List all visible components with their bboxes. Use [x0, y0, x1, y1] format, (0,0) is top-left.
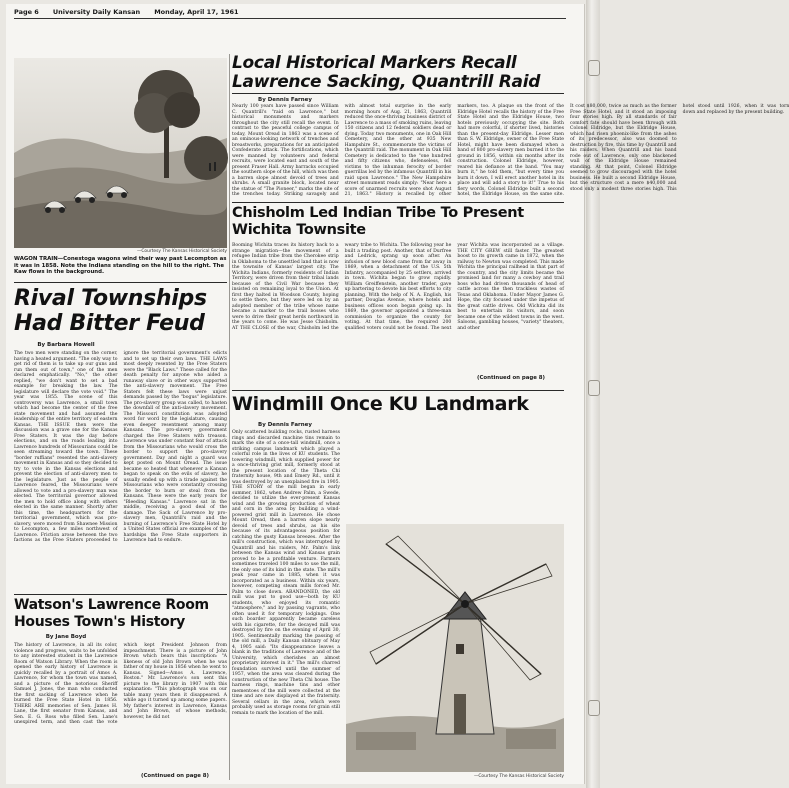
- windmill-body-cols: [346, 420, 564, 522]
- chisholm-headline: Chisholm Led Indian Tribe To Present Wichita Townsite: [232, 205, 524, 238]
- quantrill-text: Nearly 100 years have passed since William C. Quantrill's "raid on Lawrence," but historical monuments and markers throughout the city still recall the event. In contrast to the peaceful college campus of today, Mount Oread in 1863 was a scene of an ominous-looking network of trenches and breastworks, preparations for an anticipated Confederate attack. The fortifications, which were manned by volunteers and federal recruits, were located east and south of the present Fraser Hall. Army barracks occupied the southern slope of the hill, which was then a barren slope almost devoid of trees and shrubs. A small granite block, located near the statue of "The Pioneer," marks the site of the trenches today. Striking savagely and with almost total surprise in the early morning hours of Aug. 21, 1863, Quantrill reduced the once-thriving business district of Lawrence to a mass of smoking ruins, leaving 150 citizens and 12 federal soldiers dead or dying. Today two monuments, one in Oak Hill Cemetery, and the other at 935 New Hampshire St., commemorate the victims of the Quantrill raid. The monument in Oak Hill Cemetery is dedicated to the "one hundred and fifty citizens who, defenseless, fell victims to the inhuman ferocity of border guerrillas led by the infamous Quantrill in his raid upon Lawrence." The New Hampshire street monument reads simply: "Near here a score of unarmed recruits were shot August 21, 1863." History is recalled by other markers, too. A plaque on the front of the Eldridge Hotel recalls the history of the Free State Hotel and the Eldridge House, two hotels previously occupying the site. Both had more colorful, if shorter lived, histories than the present-day Eldridge. Lesser men than S. W. Eldridge, owner of the Free State Hotel, might have been dismayed when a band of 800 pro-slavery men burned it to the ground in 1856, within six months after its construction. Colonel Eldridge, however, reared his defiance at the band. "You may burn it," he told them, "but every time you burn it down, I will erect another hotel in its place and will add a story to it!" True to his fiery words, Colonel Eldridge built a second hotel, the Eldridge House, on the same site. It cost $80,000, twice as much as the former Free State Hotel, and it stood an imposing four stories high. By all standards of fair comfort fate should have been through with Colonel Eldridge, but the Eldridge House, which had risen phoenix-like from the ashes of its predecessor, also was doomed to destruction by fire, this time by Quantrill and his raiders. When Quantrill and his band rode out of Lawrence, only one blackened wall of the Eldridge House remained standing. At that point, Colonel Eldridge seemed to grow discouraged with the hotel business. He built a second Eldridge House, but the structure cost a mere $40,000 and stood only a modest three stories high. This hotel stood until 1926, when it was torn down and replaced by the present building.: [232, 104, 789, 197]
- section-rule: [14, 282, 227, 283]
- townships-text: The two men were standing on the corner, having a heated argument. "The only way to get rid of them is to take up our guns and run them out of town," one of the men declared emphatically. "No," the other replied, "we don't want to set a bad example for breaking the law. The legislature will declare the vote void." The year was 1855. The scene of this controversy was Lawrence, a small town which had become the center of the free state movement and had assumed the leadership of the entire territory of eastern Kansas. THE ISSUE then were the discussion was a grave one for the Kansas Free Staters. It was the day before elections, and on the roads leading into Lawrence hundreds of Missourians could be seen streaming toward the town. These "border ruffians" resented the anti-slavery movement in Kansas and so they decided to try to vote in the Kansas elections and prevent the election of anti-slavery men to the legislature. Just as the people of Lawrence feared, the Missourians were allowed to vote and a pro-slavery man was elected. The territorial governor allowed the men to hold office along with others elected in the same manner. Shortly after this time, the headquarters for the territorial government, which was pro-slavery, were moved from Shawnee Mission to Lecompton, a few miles northwest of Lawrence. Friction arose between the two factions as the Free Staters proceeded to ignore the territorial government's edicts and to set up their own laws. THE LAWS most deeply resented by the Free Staters were the "Black Laws." These called for the death penalty for anyone who aided a runaway slave or in other ways supported the anti-slavery movement. The Free Staters felt these laws were unjust demands passed by the "bogus" legislature. The pro-slavery group was called, to hasten the downfall of the anti-slavery movement. The Missouri constitution was adopted word for word by the legislature, causing even deeper resentment among many Kansans. The pro-slavery government charged the Free Staters with treason. Lawrence was under constant fear of attack from the Missourians who would cross the border to support the pro-slavery government. Day and night a guard was kept posted on Mount Oread. The issue became so heated that whenever a Kansan began to speak on the evils of slavery, he usually ended up with a tirade against the Missourians who were constantly crossing the border to burn or steal from the Kansans. These were the early years for "Bleeding Kansas." Lawrence sat in the middle, receiving a good deal of the damage. The Sack of Lawrence by pro-slavery men, Quantrill's raid and the burning of Lawrence's Free State Hotel by a United States official are examples of the hardships the Free State supporters in Lawrence had to endure.: [14, 351, 227, 543]
- townships-story: [14, 340, 227, 588]
- chisholm-continued: (Continued on page 8): [477, 375, 545, 381]
- newspaper-name: University Daily Kansan: [52, 8, 141, 16]
- windmill-text: Only scattered building rocks, rusted harness rings and discarded machine tins remain to mark the site of a once-tall windmill, once a striking campus landmark which played a colorful role in the lives of KU students. The towering windmill, which supplied power for a once-thriving grist mill, formerly stood at the present location of the Theta Chi fraternity house, 9th and Emery Rd., until it was destroyed by an unexplained fire in 1905. THE STORY of the mill began in early summer, 1862, when Andrew Palm, a Swede, decided to utilize the ever-present Kansas wind and the growing production of wheat and corn in the area by building a wind-powered grist mill in Lawrence. He chose Mount Oread, then a barren slope nearly devoid of trees and shrubs, as his site because of its advantageous position for catching the gusty Kansas breezes. After the mill's construction, which was interrupted by Quantrill and his raiders, Mr. Palm's link between the Kansas wind and Kansas grain proved to be a profitable venture. Farmers sometimes traveled 100 miles to use the mill, the only one of its kind in the state. The mill's peak year came in 1885, when it was incorporated as a business. Within six years, however, competing steam mills forced Mr. Palm to close down. ABANDONED, the old mill was put to good use—both by KU students, who enjoyed its romantic "atmosphere," and by passing vagrants, who often used it for temporary lodgings. One such boarder apparently became careless with his cigarette, for the decayed mill was destroyed by fire on the evening of April 30, 1905. Sentimentally marking the passing of the old mill, a Daily Kansan obituary of May 4, 1905 said: "Its disappearance leaves a blank in the traditions of Lawrence and of the University, which cherishes an almost proprietary interest in it." The mill's charred foundation survived until the summer of 1957, when the area was cleared during the construction of the new Theta Chi house. The harness rings, machine tins and other mementoes of the mill were collected at the time and are now displayed at the fraternity. Several cellars in the area, which were probably used as storage rooms for grain still remain to mark the location of the mill.: [232, 430, 340, 716]
- watson-byline: By Jane Boyd: [45, 634, 87, 640]
- watson-story: [14, 632, 227, 782]
- section-rule: [232, 202, 564, 203]
- binder-ring: [588, 380, 600, 396]
- windmill-photo: [346, 524, 564, 772]
- section-rule: [14, 594, 227, 595]
- folio-line: [14, 8, 566, 19]
- chisholm-text: Booming Wichita traces its history back to a strange migration—the movement of a refugee Indian tribe from the Cherokee strip in Oklahoma to the unsettled land that is now the townsite of Kansas' largest city. The Wichita Indians, formerly residents of Indian Territory, were driven from their tribal lands because of the Civil War because they insisted on remaining loyal to the Union. At first they halted in Woodson County, hoping to settle there, but they were led on by an adopted member of the tribe whose name became a marker to the trail bosses who were to drive their great herds northward in the years to come. He was Jesse Chisholm. AT THE CLOSE of the war, Chisholm led the weary tribe to Wichita. The following year he built a trading post. Another, that of Durfree and Ledrick, sprang up soon after. An infusion of new blood came from far away in 1869, when a detachment of the U.S. 5th Infantry, accompanied by 25 settlers, arrived in town. Wichita began to grow rapidly. William Greiffenstein, another trader, gave up bartering to devote his best efforts to city planning. With the help of N. A. English, his partner, Douglas Avenue, where hotels and business offices soon began going up. In 1869, the governor appointed a three-man commission to organize the county for voting. At that time, the required 200 qualified voters could not be found. The next year Wichita was incorporated as a village. THE CITY GREW still faster. The greatest boost to its growth came in 1872, when the railway to Newton was completed. This made Wichita the principal railhead in that part of the country, and the city limits became the promised land for many a cowboy and trail boss who had driven thousands of head of cattle across the then trackless wastes of Texas and Oklahoma. Under Mayor James G. Hope, the city focused under the impetus of the great cattle drives. Old Wichita did its best to entertain its visitors, and soon became one of the wildest towns in the west. Saloons, gambling houses, "variety" theaters, and other: [232, 243, 564, 331]
- column-divider: [229, 54, 230, 780]
- watson-continued: (Continued on page 8): [141, 773, 209, 779]
- quantrill-headline: Local Historical Markers Recall Lawrence Sacking, Quantrill Raid: [232, 53, 541, 92]
- wagon-train-photo: [14, 58, 227, 248]
- windmill-drawing: [346, 524, 564, 772]
- townships-byline: By Barbara Howell: [37, 342, 95, 348]
- issue-date: Monday, April 17, 1961: [154, 8, 239, 16]
- windmill-byline: By Dennis Farney: [258, 422, 312, 428]
- windmill-photo-credit: —Courtesy The Kansas Historical Society: [473, 774, 564, 779]
- townships-body: [14, 351, 227, 589]
- wagon-photo-credit: —Courtesy The Kansas Historical Society: [136, 249, 227, 254]
- section-rule: [232, 390, 564, 391]
- watson-text: The history of Lawrence, in all its color, violence and progress, waits to be unfolded to any interested student in the Lawrence Room of Watson Library. When the room is opened the early history of Lawrence is quickly recalled by a portrait of Amos A. Lawrence, for whom the town was named, and a picture of the notorious Sheriff Samuel J. Jones, the man who conducted the first sacking of Lawrence when he burned the Free State Hotel in 1856. THERE ARE memories of Sen. James H. Lane, the first senator from Kansas, and Sen. E. G. Ross who filled Sen. Lane's unexpired term, and then cast the vote which kept President Johnson from impeachment. There is a picture of John Brown which bears this inscription: "A likeness of old John Brown when he was father of my house in 1856 when he went to Kansas. Signed—Amos A. Lawrence, Boston." Mr. Lawrence's son sent this picture to the library in 1907 with this explanation: "This photograph was on our table many years then it disappeared. A while ago it turned up among some papers. My father's interest in Lawrence, Kansas and John Brown, of whose methods, however, he did not: [14, 643, 227, 725]
- wagon-photo-caption: WAGON TRAIN—Conestoga wagons wind their way past Lecompton as it was in 1858. Note the Indians standing on the hill to the right. The Kaw flows in the background.: [14, 256, 227, 276]
- windmill-headline: Windmill Once KU Landmark: [232, 393, 529, 415]
- wagon-train-drawing: [14, 58, 227, 248]
- binder-ring: [588, 60, 600, 76]
- townships-headline: Rival Townships Had Bitter Feud: [14, 286, 207, 336]
- chisholm-body: [232, 243, 564, 371]
- chisholm-story: [232, 243, 564, 385]
- watson-body: [14, 643, 227, 775]
- quantrill-byline: By Dennis Farney: [258, 97, 312, 103]
- quantrill-body: [232, 104, 789, 200]
- watson-headline: Watson's Lawrence Room Houses Town's History: [14, 597, 209, 630]
- headline-rule: [232, 93, 564, 94]
- binder-ring: [588, 700, 600, 716]
- page-number: Page 6: [14, 8, 39, 16]
- windmill-body-col1: [232, 430, 340, 780]
